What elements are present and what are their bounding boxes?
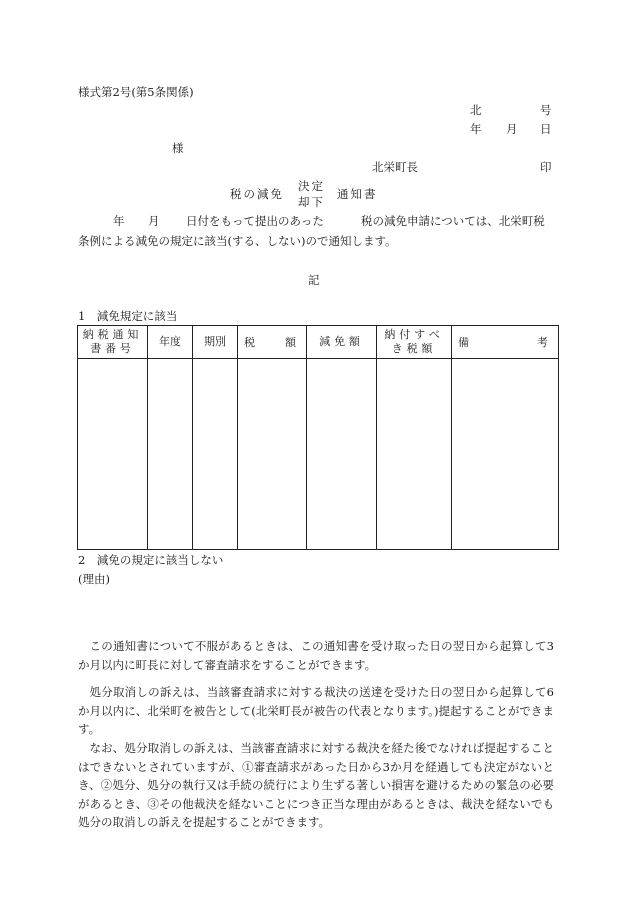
document-number-prefix: 北 <box>470 103 482 117</box>
notice-review-request: この通知書について不服があるときは、この通知書を受け取った日の翌日から起算して3か月以内に町長に対して審査請求をすることができます。 <box>78 639 554 672</box>
section1-heading: 1 減免規定に該当 <box>78 309 178 323</box>
notice-exceptions: なお、処分取消しの訴えは、当該審査請求に対する裁決を経た後でなければ提起することはできないとされていますが、①審査請求があった日から3か月を経過しても決定がないとき、②処分、処分の執行又は手続の続行により生ずる著しい損害を避けるための緊急の必要があるとき、③その他裁決を経ないことにつき正当な理由があるときは、裁決を経ないでも処分の取消しの訴えを提起することができます。 <box>78 741 554 829</box>
note-heading: 記 <box>308 273 320 287</box>
form-number-label: 様式第2号(第5条関係) <box>78 85 194 99</box>
col-remarks: 備 考 <box>452 326 559 359</box>
intro-year: 年 <box>113 214 125 228</box>
col-period: 期別 <box>193 326 238 359</box>
intro-tax-application: 税の減免申請については、北栄町税 <box>361 214 545 228</box>
issuer-name: 北栄町長 <box>372 160 418 174</box>
col-fiscal-year: 年度 <box>148 326 193 359</box>
col-exemption-amount: 減免額 <box>307 326 377 359</box>
intro-line-2: 条例による減免の規定に該当(する、しない)ので通知します。 <box>78 234 397 248</box>
document-number-suffix: 号 <box>540 103 552 117</box>
table-header-row <box>78 326 559 359</box>
date-year-label: 年 <box>470 122 482 136</box>
date-day-label: 日 <box>540 122 552 136</box>
seal-mark: 印 <box>540 160 552 174</box>
col-payable-tax <box>377 326 452 359</box>
col-payable-tax-line2: き税額 <box>391 342 437 355</box>
date-month-label: 月 <box>506 122 518 136</box>
intro-month: 月 <box>148 214 160 228</box>
col-tax-amount: 税 額 <box>238 326 307 359</box>
intro-date-phrase: 日付をもって提出のあった <box>186 214 324 228</box>
section2-heading: 2 減免の規定に該当しない <box>78 553 224 567</box>
exemption-table <box>77 325 559 550</box>
title-prefix: 税の減免 <box>230 187 284 201</box>
title-choice-decision: 決定 <box>298 179 325 193</box>
reason-label: (理由) <box>78 572 110 586</box>
title-choice-rejection: 却下 <box>298 195 325 209</box>
col-notice-number-line1: 納税通知 <box>82 327 143 341</box>
table-body-row <box>78 359 559 550</box>
notice-revocation-suit: 処分取消しの訴えは、当該審査請求に対する裁決の送達を受けた日の翌日から起算して6か月以内に、北栄町を被告として(北栄町長が被告の代表となります。)提起することができます。 <box>78 685 554 736</box>
col-notice-number <box>78 326 148 359</box>
title-suffix: 通知書 <box>337 187 378 201</box>
addressee-suffix: 様 <box>172 141 184 155</box>
col-notice-number-line2: 書番号 <box>90 342 135 355</box>
col-payable-tax-line1: 納付すべ <box>384 327 444 341</box>
